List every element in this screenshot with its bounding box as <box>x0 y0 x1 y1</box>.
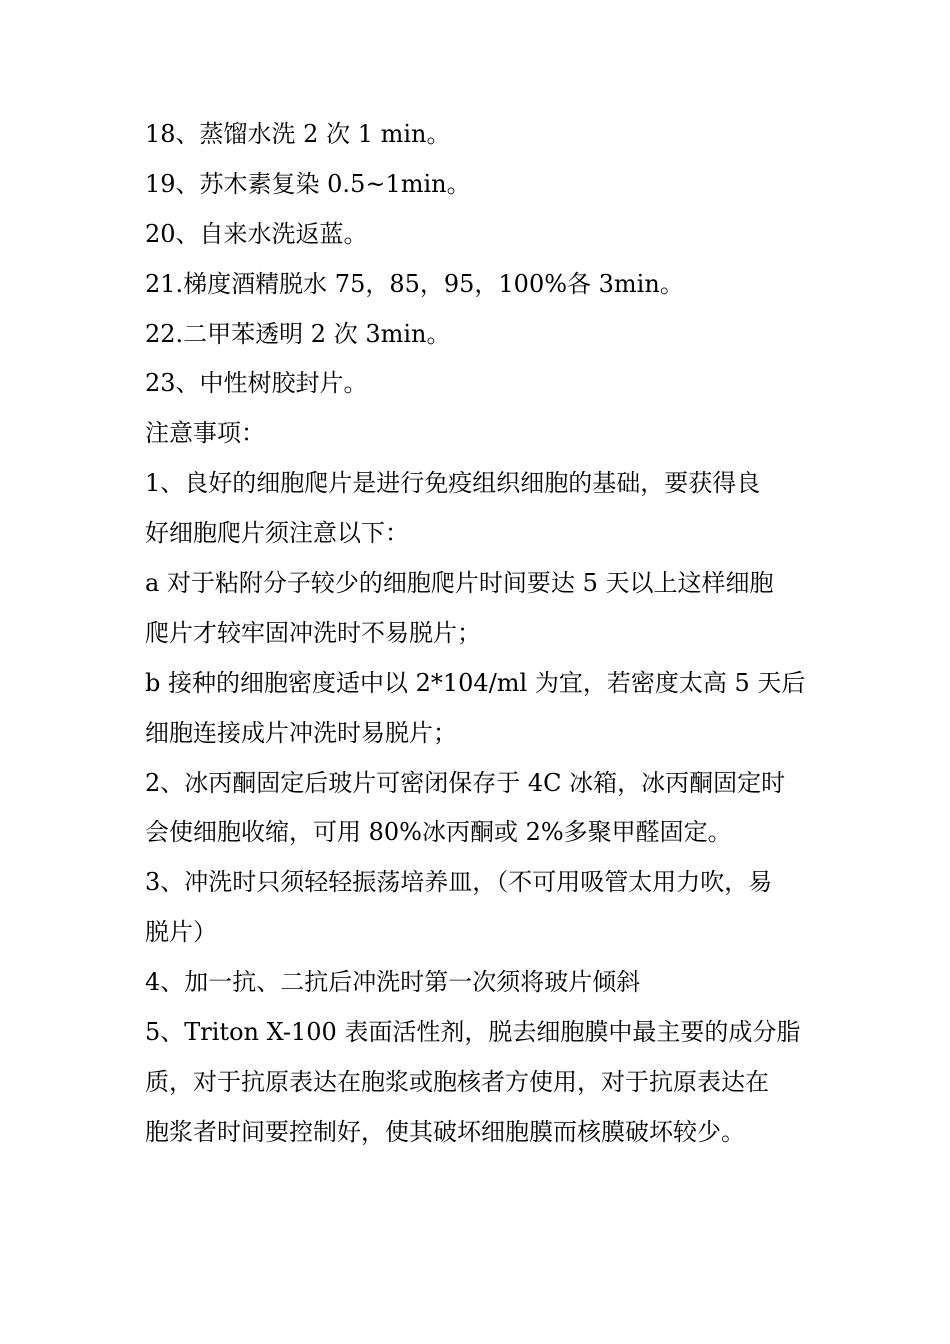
step-21: 21.梯度酒精脱水 75，85，95，100%各 3min。 <box>145 269 684 298</box>
note-3-line-2: 脱片） <box>145 918 217 947</box>
note-b-line-2: 细胞连接成片冲洗时易脱片； <box>145 718 457 747</box>
step-22: 22.二甲苯透明 2 次 3min。 <box>145 319 451 348</box>
note-5-line-2: 质，对于抗原表达在胞浆或胞核者方使用，对于抗原表达在 <box>145 1067 769 1096</box>
note-5-line-1: 5、Triton X-100 表面活性剂，脱去细胞膜中最主要的成分脂 <box>145 1018 801 1047</box>
notes-heading: 注意事项： <box>145 419 265 448</box>
step-18: 18、蒸馏水洗 2 次 1 min。 <box>145 120 451 148</box>
note-2-line-1: 2、冰丙酮固定后玻片可密闭保存于 4C 冰箱，冰丙酮固定时 <box>145 768 786 797</box>
step-20: 20、自来水洗返蓝。 <box>145 219 368 248</box>
note-1-line-1: 1、良好的细胞爬片是进行免疫组织细胞的基础，要获得良 <box>145 469 761 498</box>
step-23: 23、中性树胶封片。 <box>145 369 368 398</box>
document-body <box>145 110 810 1158</box>
note-1-line-2: 好细胞爬片须注意以下： <box>145 519 409 548</box>
note-2-line-2: 会使细胞收缩，可用 80%冰丙酮或 2%多聚甲醛固定。 <box>145 818 732 847</box>
note-a-line-1: a 对于粘附分子较少的细胞爬片时间要达 5 天以上这样细胞 <box>145 569 774 598</box>
note-4: 4、加一抗、二抗后冲洗时第一次须将玻片倾斜 <box>145 968 641 997</box>
note-5-line-3: 胞浆者时间要控制好，使其破坏细胞膜而核膜破坏较少。 <box>145 1117 745 1146</box>
note-3-line-1: 3、冲洗时只须轻轻振荡培养皿，（不可用吸管太用力吹，易 <box>145 868 773 897</box>
note-b-line-1: b 接种的细胞密度适中以 2*104/ml 为宜，若密度太高 5 天后 <box>145 668 806 697</box>
step-19: 19、苏木素复染 0.5~1min。 <box>145 169 471 198</box>
note-a-line-2: 爬片才较牢固冲洗时不易脱片； <box>145 618 481 647</box>
